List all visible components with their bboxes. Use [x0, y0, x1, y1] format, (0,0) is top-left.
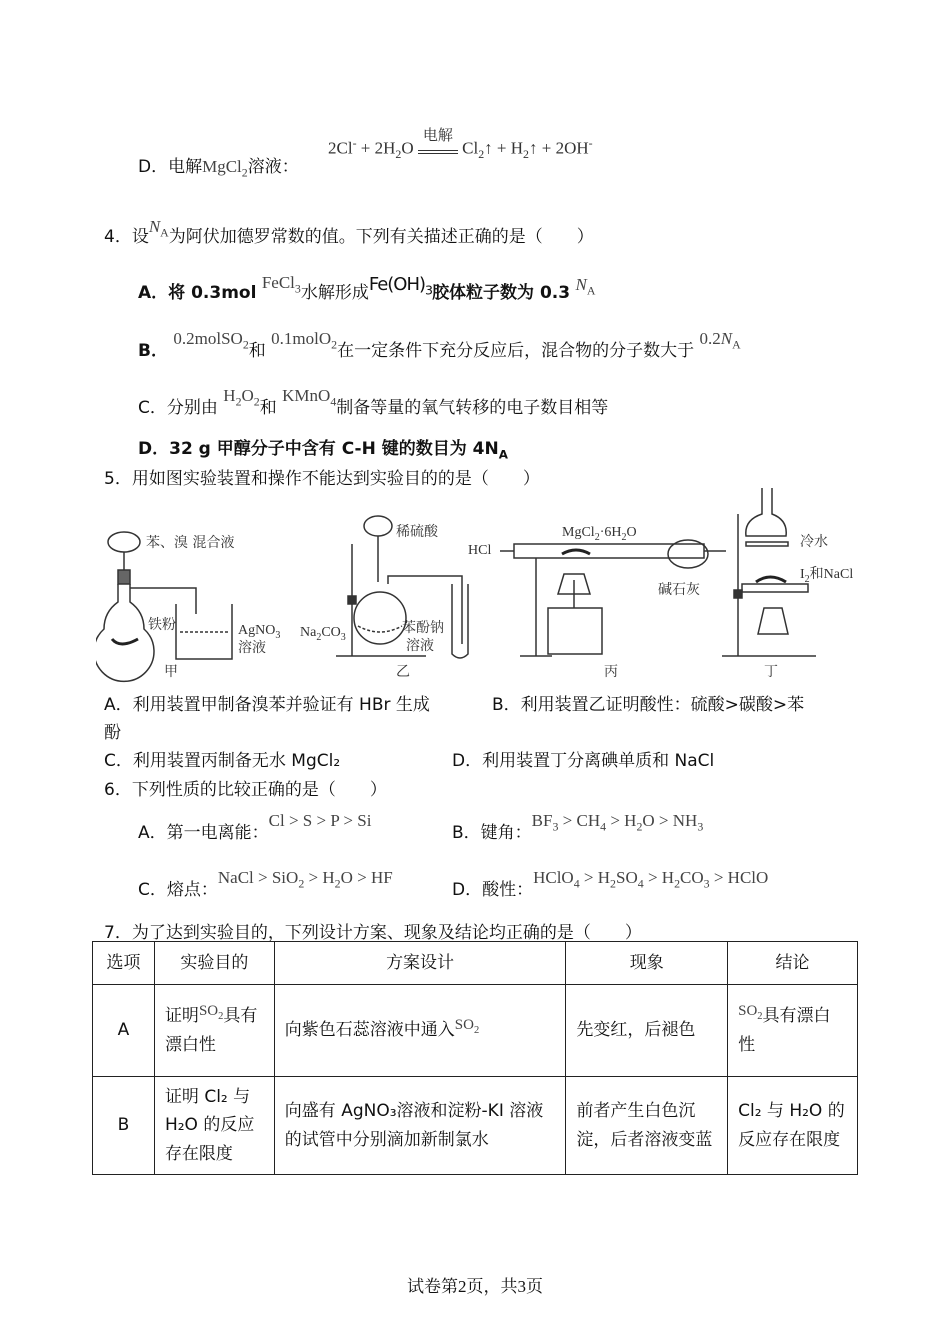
jia-label-mix: 苯、溴 混合液 [146, 535, 235, 551]
bing-label-hcl: HCl [468, 543, 492, 558]
q4-option-b: B． 0.2molSO$_2$和 0.1molO$_2$在一定条件下充分反应后，混合物的分子数大于 $0.2N_A$ [138, 329, 741, 361]
q6-option-d: D．酸性：HClO$_4$ > $H_2SO_4 > H_2CO_3$ > HClO [452, 868, 769, 900]
bing-name: 丙 [604, 664, 618, 680]
yi-label-acid: 稀硫酸 [396, 524, 438, 540]
q4-option-c: C．分别由 $H_2O_2$和 KMnO$_4$制备等量的氧气转移的电子数目相等 [138, 386, 609, 418]
table-row [93, 985, 858, 1077]
yi-label-na2co3: $Na_2CO_3$ [300, 625, 346, 643]
header-plan: 方案设计 [274, 942, 566, 985]
apparatus-figure [96, 484, 876, 684]
q7-table [92, 941, 858, 1175]
q7-stem: 7．为了达到实验目的，下列设计方案、现象及结论均正确的是（ ） [104, 923, 642, 943]
row-a-plan: 向紫色石蕊溶液中通入$SO_2$ [274, 985, 566, 1077]
electrolysis-equation: $2Cl^- + 2H_2O$ 电解 $Cl_2↑$ + $H_2↑ + 2OH^-$ [328, 125, 593, 162]
yi-label-phenolate: 苯酚钠 [402, 620, 444, 636]
q4-option-d: D．32 g 甲醇分子中含有 C-H 键的数目为 $4N_A$ [138, 439, 508, 462]
jia-label-iron: 铁粉 [148, 617, 176, 633]
electrolysis-arrow: 电解 [418, 144, 458, 154]
bing-label-lime: 碱石灰 [658, 582, 700, 598]
ding-label-i2-nacl: $I_2$和NaCl [800, 567, 854, 585]
row-a-option: A [93, 985, 155, 1077]
row-b-plan: 向盛有 AgNO₃溶液和淀粉-KI 溶液的试管中分别滴加新制氯水 [274, 1077, 566, 1175]
q5-stem: 5．用如图实验装置和操作不能达到实验目的的是（ ） [104, 469, 540, 489]
header-goal: 实验目的 [154, 942, 274, 985]
table-header-row [93, 942, 858, 985]
bing-label-mgcl2: $MgCl_2\cdot 6H_2O$ [562, 525, 637, 543]
header-phenomenon: 现象 [566, 942, 728, 985]
row-b-conclusion: Cl₂ 与 H₂O 的反应存在限度 [728, 1077, 858, 1175]
header-option: 选项 [93, 942, 155, 985]
jia-label-solution: 溶液 [238, 640, 266, 656]
ding-label-water: 冷水 [800, 534, 828, 550]
q6-option-a: A．第一电离能：Cl > S > P > Si [138, 811, 372, 843]
q3d-label: D．电解 [138, 157, 203, 177]
q4-stem: 4．设$N_A$为阿伏加德罗常数的值。下列有关描述正确的是（ ） [104, 217, 594, 247]
page-footer: 试卷第2页，共3页 [407, 1277, 543, 1296]
header-conclusion: 结论 [728, 942, 858, 985]
q3-option-d [138, 152, 299, 180]
q3d-tail: 溶液： [247, 157, 299, 177]
jia-label-agno3: AgNO$_3$ [238, 623, 281, 641]
q6-option-b: B．键角：$BF_3 > CH_4 > H_2O > NH_3$ [452, 811, 704, 843]
q5-option-a: A．利用装置甲制备溴苯并验证有 HBr 生成 [104, 695, 430, 715]
q6-stem: 6．下列性质的比较正确的是（ ） [104, 780, 387, 800]
q5-option-d: D．利用装置丁分离碘单质和 NaCl [452, 751, 715, 771]
ding-name: 丁 [764, 664, 778, 680]
row-a-conclusion: $SO_2$具有漂白性 [728, 985, 858, 1077]
row-a-phenomenon: 先变红，后褪色 [566, 985, 728, 1077]
q3d-formula: MgCl$_2$ [202, 157, 248, 180]
row-b-phenomenon: 前者产生白色沉淀，后者溶液变蓝 [566, 1077, 728, 1175]
q4-option-a: A．将 0.3mol FeCl$_3$水解形成$Fe(OH)_3$胶体粒子数为 0.3 $N_A$ [138, 273, 596, 303]
q5-option-b: B．利用装置乙证明酸性：硫酸>碳酸>苯 [492, 695, 805, 715]
row-b-option: B [93, 1077, 155, 1175]
q5-option-b-cont: 酚 [104, 723, 121, 743]
jia-name: 甲 [164, 664, 178, 680]
apparatus-jia [96, 532, 235, 681]
q6-option-c: C．熔点：NaCl > $SiO_2 > H_2O$ > HF [138, 868, 393, 900]
apparatus-bing [500, 540, 726, 656]
row-a-goal: 证明$SO_2$具有漂白性 [154, 985, 274, 1077]
row-b-goal: 证明 Cl₂ 与 H₂O 的反应存在限度 [154, 1077, 274, 1175]
q5-option-c: C．利用装置丙制备无水 MgCl₂ [104, 751, 341, 771]
yi-label-solution: 溶液 [406, 638, 434, 654]
table-row [93, 1077, 858, 1175]
yi-name: 乙 [396, 664, 410, 680]
